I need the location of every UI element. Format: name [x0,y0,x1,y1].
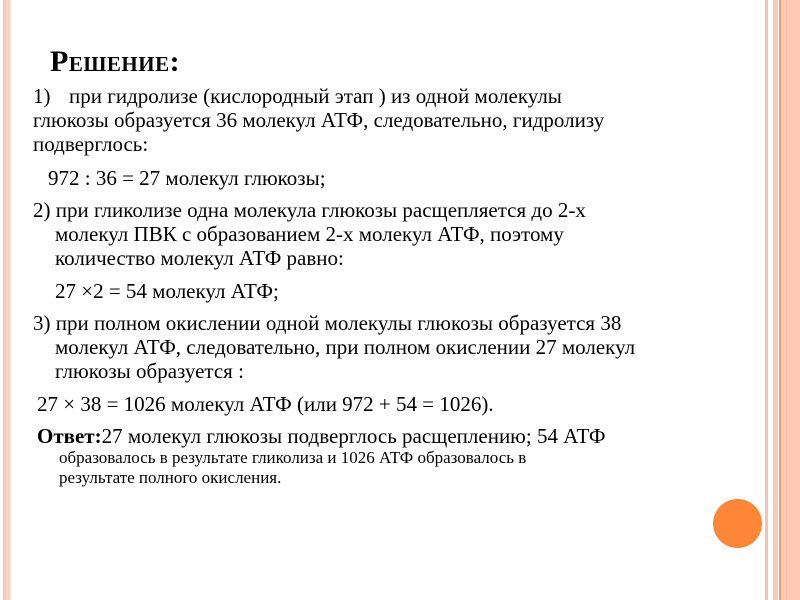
step-2-line-2: молекул ПВК с образованием 2-х молекул АТФ, поэтому [55,222,564,246]
answer-label: Ответ: [37,424,102,448]
step-1 [33,84,733,156]
answer-line-1: 27 молекул глюкозы подверглось расщеплению; 54 АТФ [101,424,606,448]
answer-line-2: образовалось в результате гликолиза и 1026 АТФ образовалось в [59,448,527,467]
step-1-number: 1) [33,84,51,108]
slide-title: Решение: [50,45,181,78]
step-3-equation: 27 × 38 = 1026 молекул АТФ (или 972 + 54 = 1026). [37,392,494,416]
step-1-line-2: глюкозы образуется 36 молекул АТФ, следовательно, гидролизу [33,108,605,132]
right-border-stripe [786,0,787,600]
slide-body [33,84,733,488]
step-1-equation: 972 : 36 = 27 молекул глюкозы; [48,166,326,190]
right-border-band [781,0,800,600]
answer-line-3: результате полного окисления. [59,468,282,487]
step-1-line-1: при гидролизе (кислородный этап ) из одной молекулы [69,84,562,108]
step-1-line-3: подверглось: [33,132,149,156]
step-3-line-2: молекул АТФ, следовательно, при полном окислении 27 молекул [55,335,636,359]
decorative-circle-icon [713,499,762,548]
step-2 [33,198,733,270]
answer [33,424,733,488]
right-border-stripe [765,0,768,600]
step-2-line-1: 2) при гликолизе одна молекула глюкозы расщепляется до 2-х [33,198,586,222]
step-3-line-1: 3) при полном окислении одной молекулы глюкозы образуется 38 [33,311,622,335]
step-2-line-3: количество молекул АТФ равно: [55,246,344,270]
step-3 [33,311,733,383]
right-border-stripe-dark [779,0,781,600]
step-3-line-3: глюкозы образуется : [55,359,244,383]
left-border-stripe [10,0,11,600]
right-border-stripe [773,0,778,600]
step-2-equation: 27 ×2 = 54 молекул АТФ; [55,279,279,303]
